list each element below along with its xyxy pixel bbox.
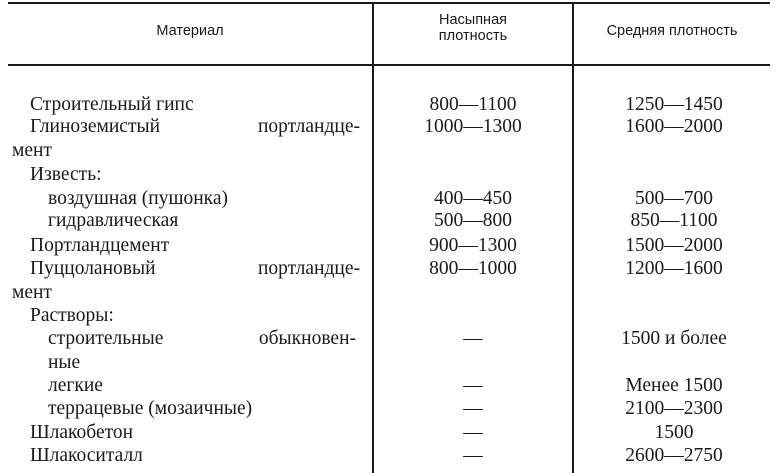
row-average: 1500 — [654, 422, 694, 443]
row-bulk: — — [463, 398, 483, 419]
row-material: воздушная (пушонка) — [48, 188, 229, 209]
row-bulk: — — [463, 422, 483, 443]
row-average: 2100—2300 — [625, 398, 723, 419]
row-material: гидравлическая — [48, 210, 179, 231]
row-bulk: 500—800 — [434, 210, 512, 231]
row-material: Глиноземистый портландце- — [30, 116, 360, 137]
row-bulk: 900—1300 — [429, 235, 517, 256]
row-material-continued: мент — [12, 282, 52, 303]
row-bulk: — — [463, 445, 483, 466]
row-material-continued: мент — [12, 140, 52, 161]
row-group-heading: Известь: — [30, 164, 102, 185]
row-average: 500—700 — [635, 188, 713, 209]
row-material-continued: ные — [48, 352, 81, 373]
row-average: 1200—1600 — [625, 258, 723, 279]
row-material: Строительный гипс — [30, 94, 194, 115]
column-divider-2 — [572, 2, 574, 473]
header-bulk-line1: Насыпная — [439, 12, 507, 28]
row-material: легкие — [48, 375, 103, 396]
header-bottom-rule — [8, 64, 770, 66]
row-average: 1500—2000 — [625, 235, 723, 256]
row-material: строительные обыкновен- — [48, 328, 356, 349]
header-average-density: Средняя плотность — [606, 23, 738, 39]
row-bulk: 800—1000 — [429, 258, 517, 279]
header-bulk-density — [374, 12, 572, 44]
header-bulk-line2: плотность — [438, 28, 508, 44]
row-material: террацевые (мозаичные) — [48, 398, 253, 419]
row-bulk: 800—1100 — [429, 94, 517, 115]
row-bulk: 400—450 — [434, 188, 512, 209]
header-material: Материал — [156, 23, 224, 39]
row-average: 1600—2000 — [625, 116, 723, 137]
row-average: 850—1100 — [630, 210, 718, 231]
row-bulk: 1000—1300 — [424, 116, 522, 137]
row-average: Менее 1500 — [625, 375, 723, 396]
row-average: 2600—2750 — [625, 445, 723, 466]
row-bulk: — — [463, 375, 483, 396]
row-material: Пуццолановый портландце- — [30, 258, 360, 279]
row-material: Портландцемент — [30, 235, 170, 256]
row-average: 1500 и более — [621, 328, 727, 349]
row-material: Шлакоситалл — [30, 445, 143, 466]
row-group-heading: Растворы: — [30, 305, 114, 326]
row-average: 1250—1450 — [625, 94, 723, 115]
row-material: Шлакобетон — [30, 422, 134, 443]
row-bulk: — — [463, 328, 483, 349]
table-top-rule — [8, 2, 770, 4]
